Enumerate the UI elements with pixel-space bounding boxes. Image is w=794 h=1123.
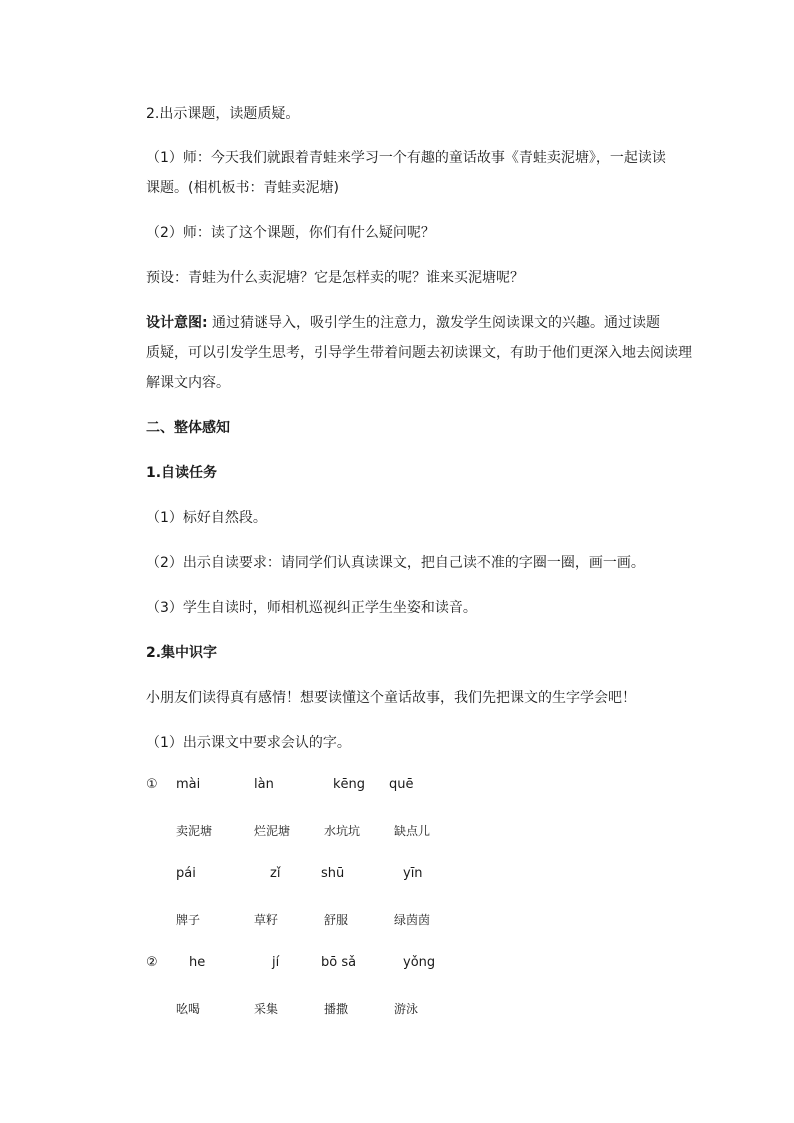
paragraph: 小朋友们读得真有感情！想要读懂这个童话故事，我们先把课文的生字学会吧！ [146, 690, 636, 706]
vocab-word: 绿茵茵 [394, 913, 431, 927]
vocab-word: 缺点儿 [394, 824, 431, 838]
group-marker: ① [146, 777, 158, 792]
section-heading: 二、整体感知 [146, 420, 230, 436]
paragraph-line: 课题。(相机板书：青蛙卖泥塘) [146, 180, 339, 196]
pinyin: mài [176, 777, 201, 792]
list-item: （2）出示自读要求：请同学们认真读课文，把自己读不准的字圈一圈，画一画。 [146, 555, 645, 571]
paragraph: 预设：青蛙为什么卖泥塘？它是怎样卖的呢？谁来买泥塘呢？ [146, 270, 524, 286]
step-heading: 2.出示课题，读题质疑。 [146, 106, 300, 122]
paragraph-line: （1）师：今天我们就跟着青蛙来学习一个有趣的童话故事《青蛙卖泥塘》，一起读读 [146, 150, 666, 166]
pinyin: yīn [403, 866, 423, 881]
vocab-word: 卖泥塘 [176, 824, 213, 838]
paragraph: （2）师：读了这个课题，你们有什么疑问呢？ [146, 225, 435, 241]
subsection-heading: 1.自读任务 [146, 465, 218, 481]
pinyin: shū [321, 866, 345, 881]
subsection-heading: 2.集中识字 [146, 645, 218, 661]
pinyin: he [189, 955, 206, 970]
design-intent-text: 通过猜谜导入，吸引学生的注意力，激发学生阅读课文的兴趣。通过读题 [207, 315, 661, 331]
list-item: （1）标好自然段。 [146, 510, 267, 526]
pinyin: quē [389, 777, 414, 792]
pinyin: zǐ [270, 866, 281, 881]
design-intent-label: 设计意图: [146, 315, 208, 331]
pinyin: kēng [333, 777, 366, 792]
vocab-word: 采集 [254, 1002, 279, 1016]
pinyin: yǒng [403, 955, 436, 970]
vocab-word: 播撒 [324, 1002, 349, 1016]
vocab-word: 游泳 [394, 1002, 419, 1016]
paragraph-line: 质疑，可以引发学生思考，引导学生带着问题去初读课文，有助于他们更深入地去阅读理 [146, 345, 692, 361]
pinyin: bō sǎ [321, 955, 357, 970]
vocab-word: 草籽 [254, 913, 279, 927]
vocab-word: 牌子 [176, 913, 201, 927]
pinyin: jí [272, 955, 280, 970]
vocab-word: 舒服 [324, 913, 349, 927]
pinyin: làn [254, 777, 274, 792]
vocab-word: 吆喝 [176, 1002, 201, 1016]
paragraph-line: 解课文内容。 [146, 375, 230, 391]
vocab-word: 水坑坑 [324, 824, 361, 838]
list-item: （1）出示课文中要求会认的字。 [146, 735, 351, 751]
group-marker: ② [146, 955, 158, 970]
design-intent-line [146, 313, 660, 333]
list-item: （3）学生自读时，师相机巡视纠正学生坐姿和读音。 [146, 600, 477, 616]
vocab-word: 烂泥塘 [254, 824, 291, 838]
pinyin: pái [176, 866, 196, 881]
